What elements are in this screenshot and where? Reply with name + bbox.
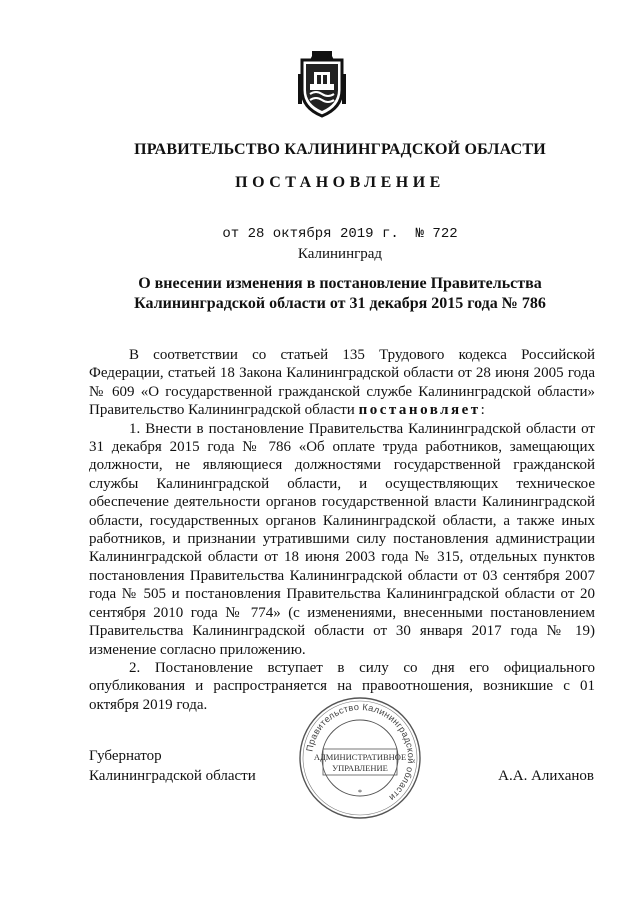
subject-line-2: Калининградской области от 31 декабря 2015 года № 786 [134,295,546,312]
decree-word: постановляет [358,402,481,419]
number-sign: № [415,226,425,242]
item-1-paragraph: 1. Внести в постановление Правительства Калининградской области от 31 декабря 2015 года № 786 «Об оплате труда работников, замещающих должности, не являющиеся должностями государственной гражданской службы Калининградской области, и осуществляющих техническое обеспечение деятельности органов государственной власти Калининградской области, государственных органов Калининградской области, а также иных работников, и признании утратившими силу постановления администрации Калининградской области от 18 июня 2003 года № 315, отдельных пунктов постановления Правительства Калининградской области от 03 сентября 2007 года № 505 и постановления Правительства Калининградской области от 20 сентября 2010 года № 774» (с изменениями, внесенными постановлением Правительства Калининградской области от 30 января 2017 года № 19) изменение согласно приложению. [89,420,595,658]
coat-of-arms-icon [296,50,348,118]
seal-inner-line-1: АДМИНИСТРАТИВНОЕ [313,752,407,762]
seal-inner-line-2: УПРАВЛЕНИЕ [332,763,388,773]
document-type: ПОСТАНОВЛЕНИЕ [235,174,445,191]
government-title: ПРАВИТЕЛЬСТВО КАЛИНИНГРАДСКОЙ ОБЛАСТИ [134,141,546,158]
signatory-title [89,746,256,786]
document-number: 722 [432,226,458,242]
document-subject [130,274,550,314]
signatory-title-line-1: Губернатор [89,748,162,764]
seal-star: * [357,787,363,797]
date-number-line [0,226,640,242]
document-body [89,346,595,714]
document-date: 28 октября 2019 г. [247,226,399,242]
preamble-text: В соответствии со статьей 135 Трудового кодекса Российской Федерации, статьей 18 Закона Калининградской области от 28 июня 2005 года № 609 «О государственной гражданской службе Калининградской области» Правительство Калининградской области [89,347,595,419]
seal-ring-text: Правительство Калининградской области [304,701,417,804]
date-prefix: от [222,226,240,242]
subject-line-1: О внесении изменения в постановление Правительства [138,275,542,292]
signatory-name: А.А. Алиханов [498,768,594,784]
city: Калининград [297,246,383,262]
item-2-paragraph: 2. Постановление вступает в силу со дня его официального опубликования и распространяется на правоотношения, возникшие с 01 октября 2019 года. [89,659,595,713]
official-seal-icon [297,695,423,821]
decree-suffix: : [480,402,485,419]
preamble-paragraph [89,346,595,420]
signatory-title-line-2: Калининградской области [89,768,256,784]
